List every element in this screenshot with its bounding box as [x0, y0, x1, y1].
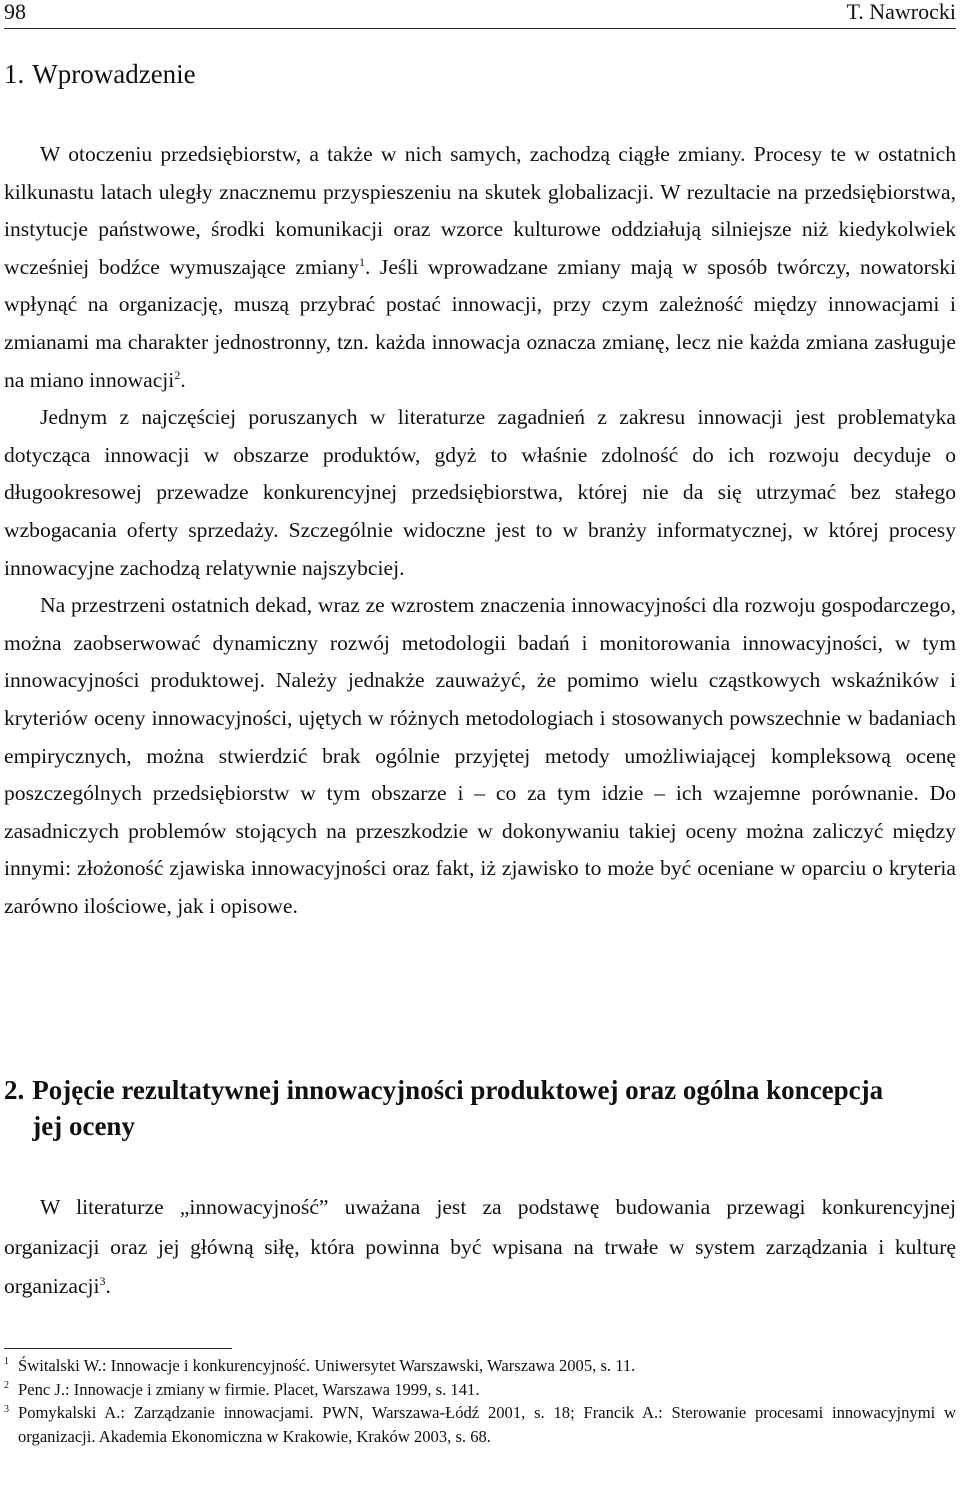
paragraph-3: Na przestrzeni ostatnich dekad, wraz ze wzrostem znaczenia innowacyjności dla rozwoju gospodarczego, można zaobserwować dynamiczny rozwój metodologii badań i monitorowania innowacyjności, w tym innowacyjności produktowej. Należy jednakże zauważyć, że pomimo wielu cząstkowych wskaźników i kryteriów oceny innowacyjności, ujętych w różnych metodologiach i stosowanych powszechnie w badaniach empirycznych, można stwierdzić brak ogólnie przyjętej metody umożliwiającej kompleksową ocenę poszczególnych przedsiębiorstw w tym obszarze i – co za tym idzie – ich wzajemne porównanie. Do zasadniczych problemów stojących na przeszkodzie w dokonywaniu takiej oceny można zaliczyć między innymi: złożoność zjawiska innowacyjności oraz fakt, iż zjawisko to może być oceniane w oparciu o kryteria zarówno ilościowe, jak i opisowe. [4, 593, 956, 918]
footnotes [4, 1354, 956, 1448]
footnote-1: $^1$ Świtalski W.: Innowacje i konkurencyjność. Uniwersytet Warszawski, Warszawa 2005, s. 11. [4, 1356, 636, 1375]
section-1-title: Wprowadzenie [32, 59, 196, 89]
paragraph-1 [4, 136, 956, 399]
section-1-body [4, 136, 956, 925]
running-author: T. Nawrocki [846, 0, 956, 24]
page-number: 98 [4, 0, 26, 24]
paragraph-4 [4, 1188, 956, 1307]
paragraph-4-text-b: . [105, 1274, 111, 1299]
section-2-body [4, 1188, 956, 1307]
section-1-number: 1. [4, 59, 25, 89]
section-2-title: Pojęcie rezultatywnej innowacyjności produktowej oraz ogólna koncepcja jej oceny [32, 1075, 884, 1141]
footnote-2-text: Penc J.: Innowacje i zmiany w firmie. Placet, Warszawa 1999, s. 141. [18, 1379, 480, 1399]
section-2-heading [4, 1072, 944, 1144]
header-rule [4, 28, 956, 29]
section-2-number: 2. [4, 1075, 25, 1105]
paragraph-1-text-a: W otoczeniu przedsiębiorstw, a także w nich samych, zachodzą ciągłe zmiany. Procesy te w ostatnich kilkunastu latach uległy znacznemu przyspieszeniu na skutek globalizacji. W rezultacie na przedsiębiorstwa, instytucje państwowe, środki komunikacji oraz wzorce kulturowe oddziałują silniejsze niż kiedykolwiek wcześniej bodźce wymuszające zmiany [4, 142, 956, 279]
footnote-ref-2[interactable]: 2 [174, 367, 181, 382]
running-header [4, 0, 956, 28]
footnote-ref-3[interactable]: 3 [99, 1274, 106, 1288]
footnote-ref-1[interactable]: 1 [358, 254, 365, 269]
footnote-3: $^3$ Pomykalski A.: Zarządzanie innowacjami. PWN, Warszawa-Łódź 2001, s. 18; Francik A.: Sterowanie procesami innowacyjnymi w organizacji. Akademia Ekonomiczna w Krakowie, Kraków 2003, s. 68. [4, 1403, 956, 1446]
footnote-1-text: Świtalski W.: Innowacje i konkurencyjność. Uniwersytet Warszawski, Warszawa 2005, s. 11. [18, 1356, 636, 1375]
paragraph-1-text-c: . [180, 367, 186, 392]
footnote-2: $^2$ Penc J.: Innowacje i zmiany w firmie. Placet, Warszawa 1999, s. 141. [4, 1379, 480, 1399]
paragraph-1-text-b: . Jeśli wprowadzane zmiany mają w sposób twórczy, nowatorski wpłynąć na organizację, muszą przybrać postać innowacji, przy czym zależność między innowacjami i zmianami ma charakter jednostronny, tzn. każda innowacja oznacza zmianę, lecz nie każda zmiana zasługuje na miano innowacji [4, 254, 956, 392]
footnote-3-text: Pomykalski A.: Zarządzanie innowacjami. PWN, Warszawa-Łódź 2001, s. 18; Francik A.: Sterowanie procesami innowacyjnymi w organizacji. Akademia Ekonomiczna w Krakowie, Kraków 2003, s. 68. [18, 1403, 956, 1446]
paragraph-4-text-a: W literaturze „innowacyjność” uważana jest za podstawę budowania przewagi konkurencyjnej organizacji oraz jej główną siłę, która powinna być wpisana na trwałe w system zarządzania i kulturę organizacji [4, 1195, 956, 1299]
footnote-separator [4, 1348, 232, 1349]
section-1-heading [4, 56, 944, 92]
paragraph-2: Jednym z najczęściej poruszanych w literaturze zagadnień z zakresu innowacji jest problematyka dotycząca innowacji w obszarze produktów, gdyż to właśnie zdolność do ich rozwoju decyduje o długookresowej przewadze konkurencyjnej przedsiębiorstwa, której nie da się utrzymać bez stałego wzbogacania oferty sprzedaży. Szczególnie widoczne jest to w branży informatycznej, w której procesy innowacyjne zachodzą relatywnie najszybciej. [4, 405, 956, 580]
